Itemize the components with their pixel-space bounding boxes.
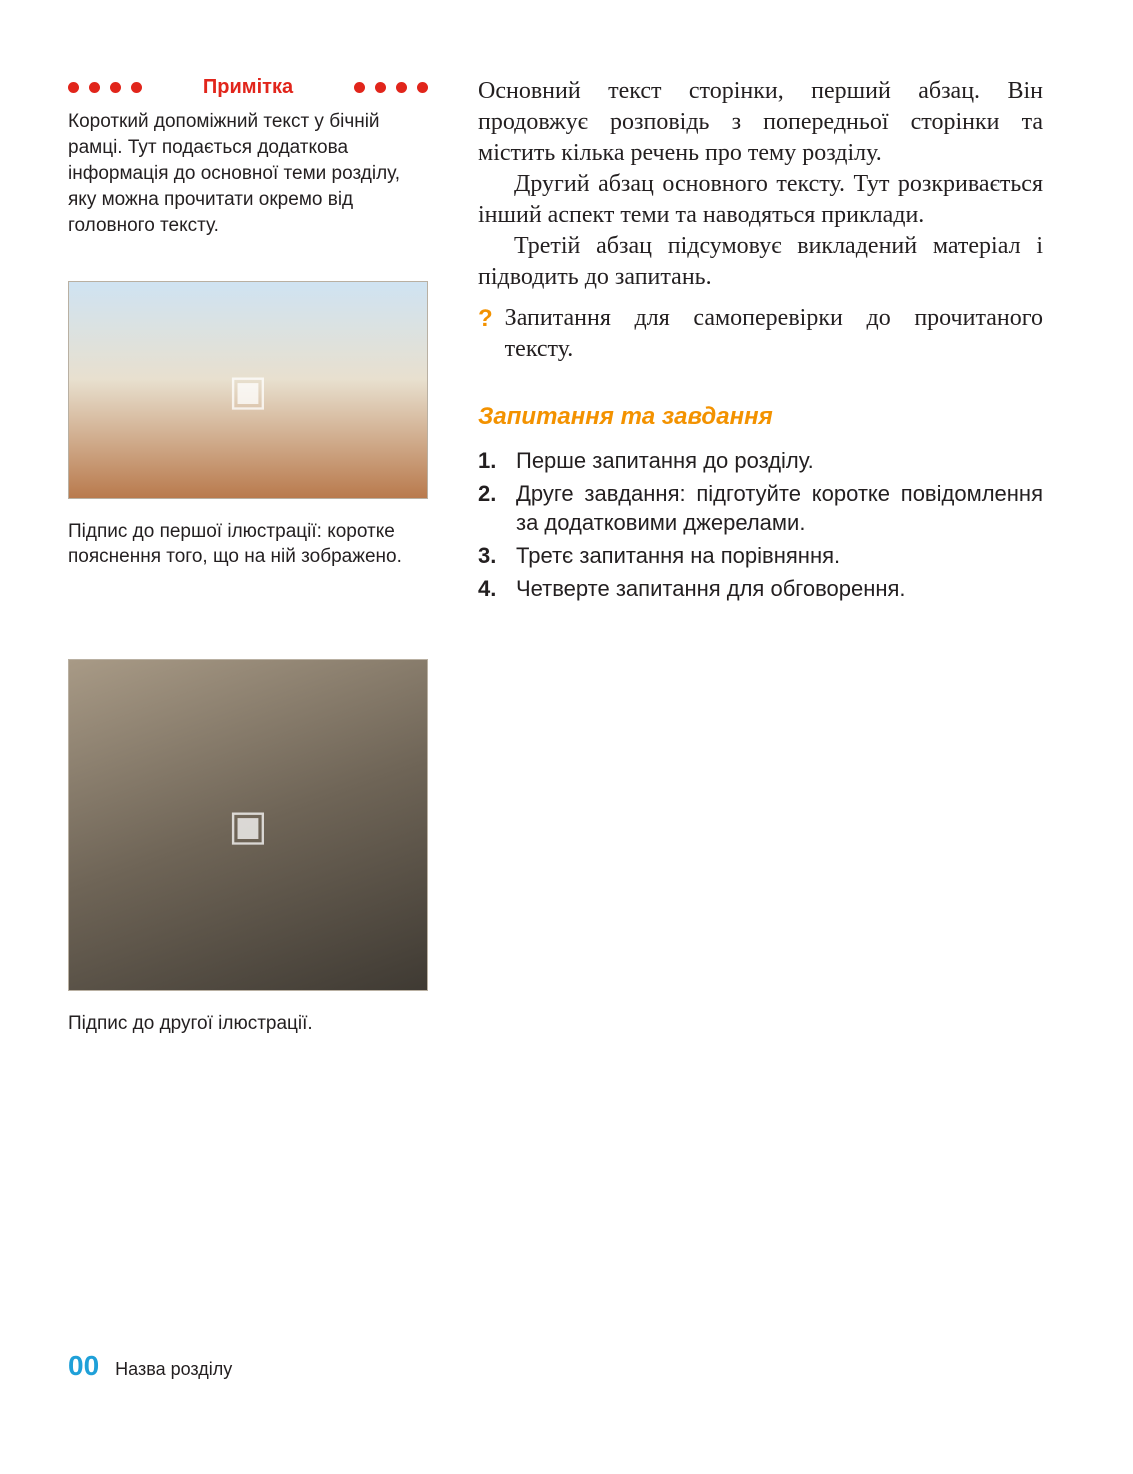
tasks-title: Запитання та завдання bbox=[478, 403, 773, 430]
right-column bbox=[478, 76, 1043, 607]
paragraph: Другий абзац основного тексту. Тут розкривається інший аспект теми та наводяться приклади. bbox=[478, 171, 1043, 228]
paragraph: Третій абзац підсумовує викладений матеріал і підводить до запитань. bbox=[478, 233, 1043, 290]
prompt-text: Запитання для самоперевірки до прочитаного тексту. bbox=[504, 305, 1043, 362]
footer bbox=[68, 1350, 232, 1382]
figure-1 bbox=[68, 281, 428, 499]
task-item: 4. Четверте запитання для обговорення. bbox=[478, 576, 906, 601]
task-item: 1. Перше запитання до розділу. bbox=[478, 448, 814, 473]
image-icon: ▣ bbox=[228, 366, 268, 414]
figure-2 bbox=[68, 659, 428, 991]
left-column bbox=[68, 76, 428, 1036]
dots-left bbox=[68, 82, 142, 93]
task-item: 2. Друге завдання: підготуйте коротке повідомлення за додатковими джерелами. bbox=[478, 481, 1043, 535]
sidebar-header bbox=[68, 76, 428, 99]
tasks-list bbox=[478, 446, 1043, 603]
task-item: 3. Третє запитання на порівняння. bbox=[478, 543, 841, 568]
image-icon: ▣ bbox=[228, 801, 268, 849]
page-number: 00 bbox=[68, 1350, 100, 1381]
question-mark-icon: ? bbox=[478, 305, 493, 332]
figure-1-caption: Підпис до першої ілюстрації: коротке пояснення того, що на ній зображено. bbox=[68, 521, 402, 567]
paragraph: Основний текст сторінки, перший абзац. Він продовжує розповідь з попередньої сторінки та містить кілька речень про тему розділу. bbox=[478, 78, 1043, 166]
footer-text: Назва розділу bbox=[115, 1359, 233, 1379]
self-check-prompt bbox=[478, 303, 1043, 365]
sidebar-title: Примітка bbox=[202, 76, 294, 98]
sidebar-text: Короткий допоміжний текст у бічній рамці. Тут подається додаткова інформація до основної теми розділу, яку можна прочитати окремо від головного тексту. bbox=[68, 111, 401, 236]
dots-right bbox=[354, 82, 428, 93]
figure-2-caption: Підпис до другої ілюстрації. bbox=[68, 1013, 313, 1034]
